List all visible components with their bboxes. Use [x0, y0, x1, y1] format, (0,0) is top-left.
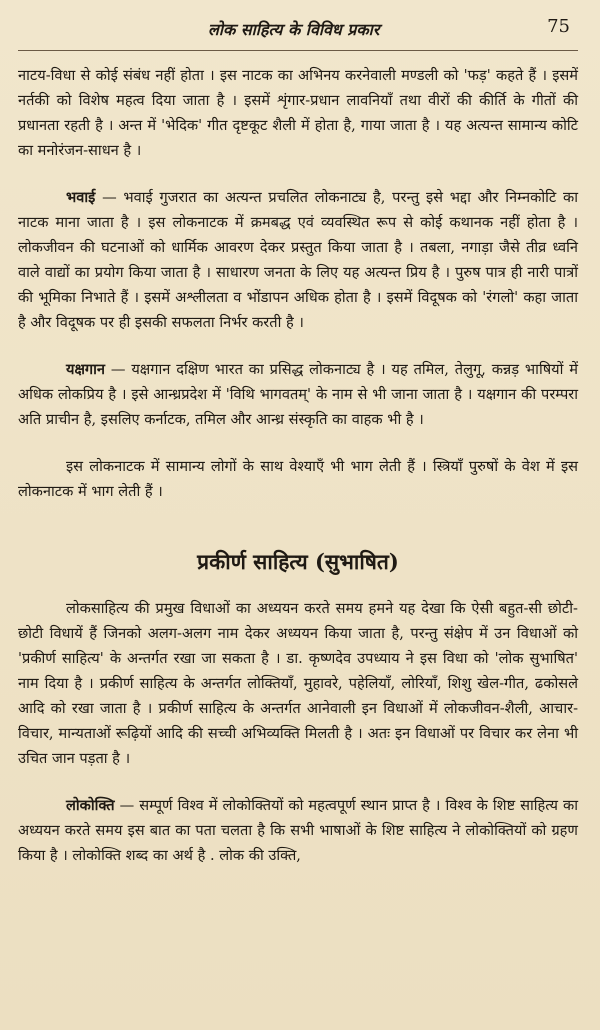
paragraph-prakirna: लोकसाहित्य की प्रमुख विधाओं का अध्ययन करते समय हमने यह देखा कि ऐसी बहुत-सी छोटी-छोटी विधायें हैं जिनको अलग-अलग नाम देकर अध्ययन किया जाता है, परन्तु संक्षेप में उन विधाओं को 'प्रकीर्ण साहित्य' के अन्तर्गत रखा जा सकता है । डा. कृष्णदेव उपध्याय ने इस विधा को 'लोक सुभाषित' नाम दिया है । प्रकीर्ण साहित्य के अन्तर्गत लोक्तियाँ, मुहावरे, पहेलियाँ, लोरियाँ, शिशु खेल-गीत, ढकोसले आदि को रखा जाता है । प्रकीर्ण साहित्य के अन्तर्गत आनेवाली इन विधाओं में लोकजीवन-शैली, आचार-विचार, मान्यताओं रूढ़ियों आदि की सच्ची अभिव्यक्ति मिलती है । अतः इन विधाओं पर विचार कर लेना भी उचित जान पड़ता है । [18, 600, 578, 767]
yakshagana-text: — यक्षगान दक्षिण भारत का प्रसिद्ध लोकनाट्य है । यह तमिल, तेलुगू, कन्नड़ भाषियों में अधिक लोकप्रिय है । इसे आन्ध्रप्रदेश में 'विथि भागवतम्' के नाम से भी जाना जाता है । यक्षगान की परम्परा अति प्राचीन है, इसलिए कर्नाटक, तमिल और आन्ध्र संस्कृति का वाहक भी है । [18, 361, 578, 428]
paragraph-veshya: इस लोकनाटक में सामान्य लोगों के साथ वेश्याएँ भी भाग लेती हैं । स्त्रियाँ पुरुषों के वेश में इस लोकनाटक में भाग लेती हैं । [18, 458, 578, 500]
page-header [18, 14, 578, 51]
paragraph-yakshagana [18, 357, 578, 432]
term-lokokti: लोकोक्ति [66, 797, 115, 814]
page-number: 75 [547, 16, 570, 37]
bhavai-text: — भवाई गुजरात का अत्यन्त प्रचलित लोकनाट्य है, परन्तु इसे भद्दा और निम्नकोटि का नाटक माना जाता है । इस लोकनाटक में क्रमबद्ध एवं व्यवस्थित रूप से कोई कथानक नहीं होता है । लोकजीवन की घटनाओं को धार्मिक आवरण देकर प्रस्तुत किया जाता है । तबला, नगाड़ा जैसे तीव्र ध्वनि वाले वाद्यों का प्रयोग किया जाता है । साधारण जनता के लिए यह अत्यन्त प्रिय है । पुरुष पात्र ही नारी पात्रों की भूमिका निभाते हैं । इसमें अश्लीलता व भोंडापन अधिक होता है । इसमें विदूषक को 'रंगलो' कहा जाता है और विदूषक पर ही इसकी सफलता निर्भर करती है । [18, 189, 578, 331]
running-title: लोक साहित्य के विविध प्रकार [208, 20, 380, 39]
section-heading: प्रकीर्ण साहित्य (सुभाषित) [197, 549, 399, 574]
lokokti-text: — सम्पूर्ण विश्व में लोकोक्तियों को महत्वपूर्ण स्थान प्राप्त है । विश्व के शिष्ट साहित्य का अध्ययन करते समय इस बात का पता चलता है कि सभी भाषाओं के शिष्ट साहित्य ने लोकोक्तियों को ग्रहण किया है । लोकोक्ति शब्द का अर्थ है . लोक की उक्ति, [18, 797, 578, 864]
term-bhavai: भवाई [66, 189, 96, 206]
paragraph-lokokti [18, 793, 578, 868]
paragraph-bhavai [18, 185, 578, 335]
paragraph-phad: नाटय-विधा से कोई संबंध नहीं होता । इस नाटक का अभिनय करनेवाली मण्डली को 'फड़' कहते हैं । इसमें नर्तकी को विशेष महत्व दिया जाता है । इसमें शृंगार-प्रधान लावनियाँ तथा वीरों की कीर्ति के गीतों की प्रधानता रहती है । अन्त में 'भेदिक' गीत दृष्टकूट शैली में होता है, गाया जाता है । यह अत्यन्त सामान्य कोटि का मनोरंजन-साधन है । [18, 67, 578, 159]
term-yakshagana: यक्षगान [66, 361, 106, 378]
